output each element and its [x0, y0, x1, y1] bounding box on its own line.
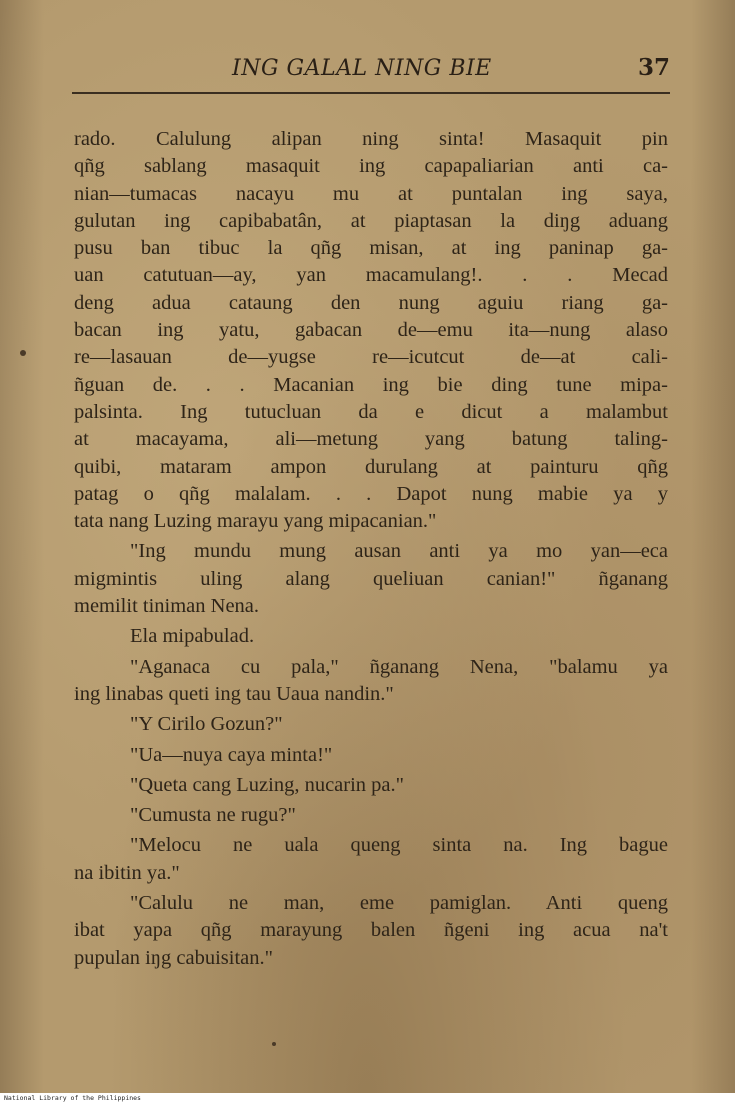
text-line: gulutan ing capibabatân, at piaptasan la diŋg aduang — [74, 209, 668, 232]
text-line: rado. Calulung alipan ning sinta! Masaquit pin — [74, 128, 668, 150]
text-line: nian—tumacas nacayu mu at puntalan ing saya, — [74, 182, 668, 205]
text-line: pusu ban tibuc la qñg misan, at ing paninap ga- — [74, 237, 668, 260]
text-line: qñg sablang masaquit ing capapaliarian anti ca- — [74, 155, 668, 178]
paragraph — [74, 654, 668, 709]
text-line: "Aganaca cu pala," ñganang Nena, "balamu ya — [130, 655, 668, 678]
text-line: "Calulu ne man, eme pamiglan. Anti queng — [130, 892, 668, 915]
text-line: pupulan iŋg cabuisitan." — [74, 946, 273, 969]
text-line: "Ua—nuya caya minta!" — [130, 743, 333, 766]
paragraph — [74, 772, 668, 799]
body-text — [74, 126, 668, 975]
paragraph — [74, 538, 668, 620]
footer-credit: National Library of the Philippines — [4, 1094, 141, 1102]
header-rule — [72, 92, 670, 94]
ink-speck — [20, 350, 26, 356]
paragraph — [74, 832, 668, 887]
page-number: 37 — [637, 54, 670, 81]
text-line: deng adua cataung den nung aguiu riang ga- — [74, 291, 668, 314]
paragraph — [74, 711, 668, 738]
text-line: na ibitin ya." — [74, 861, 180, 884]
paragraph — [74, 126, 668, 535]
text-line: ñguan de. . . Macanian ing bie ding tune mipa- — [74, 373, 668, 396]
text-line: bacan ing yatu, gabacan de—emu ita—nung alaso — [74, 319, 668, 342]
text-line: palsinta. Ing tutucluan da e dicut a malambut — [74, 400, 668, 423]
paragraph-gap — [74, 972, 668, 975]
paragraph — [74, 802, 668, 829]
text-line: "Queta cang Luzing, nucarin pa." — [130, 773, 405, 796]
text-line: "Melocu ne uala queng sinta na. Ing bague — [130, 834, 668, 857]
text-line: "Y Cirilo Gozun?" — [130, 713, 283, 736]
text-line: patag o qñg malalam. . . Dapot nung mabie ya y — [74, 482, 668, 505]
paragraph — [74, 623, 668, 650]
text-line: quibi, mataram ampon durulang at painturu qñg — [74, 455, 668, 478]
running-head — [72, 52, 670, 86]
text-line: ibat yapa qñg marayung balen ñgeni ing acua na't — [74, 919, 668, 942]
text-line: ing linabas queti ing tau Uaua nandin." — [74, 682, 394, 705]
text-line: at macayama, ali—metung yang batung taling- — [74, 428, 668, 451]
ink-speck — [272, 1042, 276, 1046]
text-line: "Cumusta ne rugu?" — [130, 804, 296, 827]
text-line: re—lasauan de—yugse re—icutcut de—at cali- — [74, 346, 668, 369]
text-line: migmintis uling alang queliuan canian!" ñganang — [74, 567, 668, 590]
text-line: memilit tiniman Nena. — [74, 595, 260, 618]
text-line: Ela mipabulad. — [130, 625, 255, 648]
paragraph — [74, 742, 668, 769]
running-title: ING GALAL NING BIE — [232, 56, 492, 81]
text-line: "Ing mundu mung ausan anti ya mo yan—eca — [130, 540, 668, 563]
paragraph — [74, 890, 668, 972]
text-line: tata nang Luzing marayu yang mipacanian." — [74, 510, 437, 533]
text-line: uan catutuan—ay, yan macamulang!. . . Mecad — [74, 264, 668, 287]
